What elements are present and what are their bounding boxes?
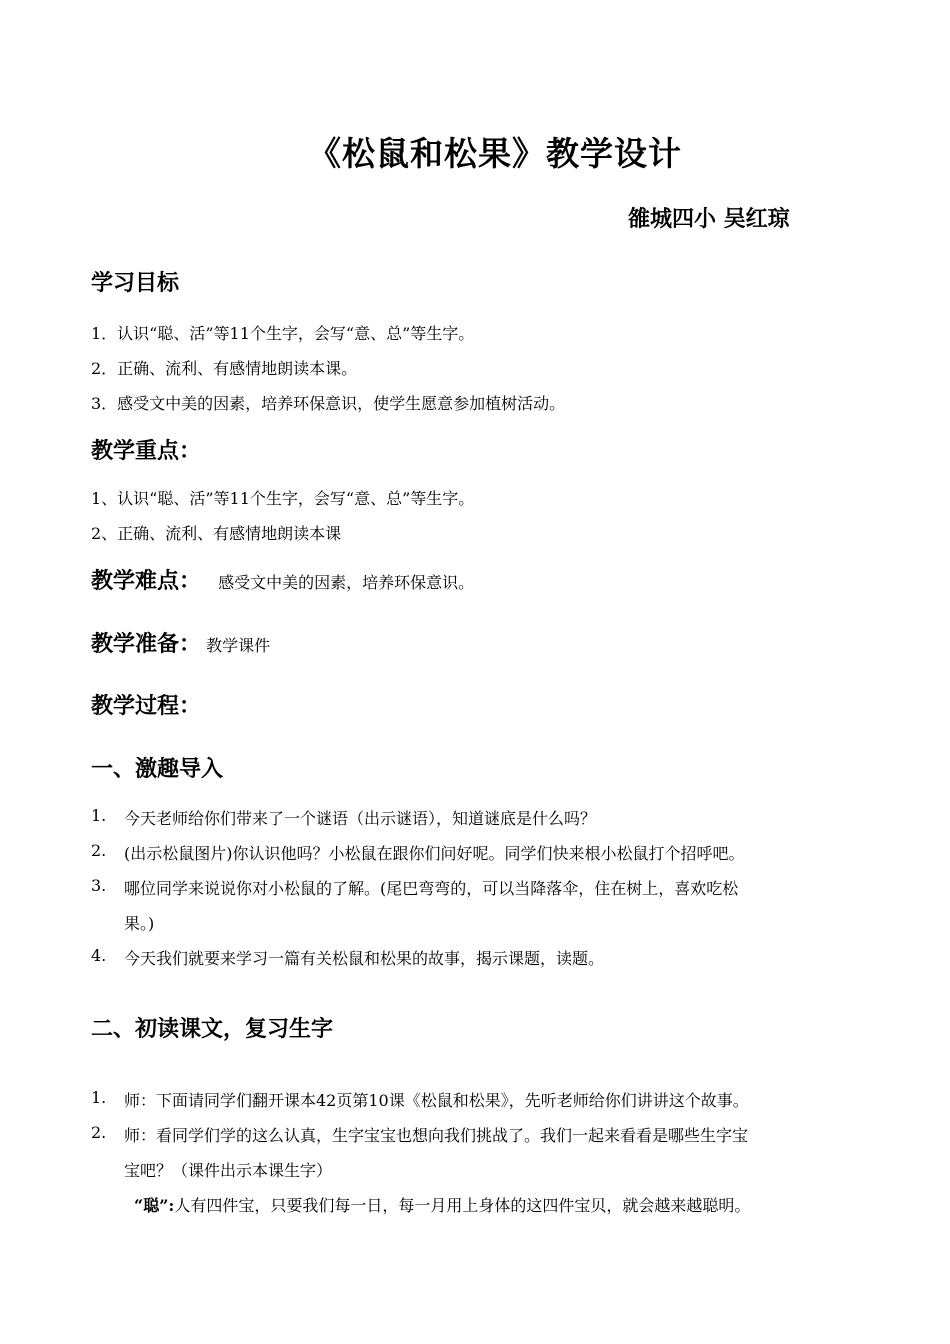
list-item: (出示松鼠图片)你认识他吗？小松鼠在跟你们问好呢。同学们快来根小松鼠打个招呼吧。 bbox=[124, 844, 745, 863]
list-item-continuation: 果。) bbox=[124, 914, 155, 933]
list-item-continuation: 宝吧？（课件出示本课生字） bbox=[124, 1161, 333, 1180]
list-number: 3. bbox=[91, 876, 107, 895]
objectives-heading: 学习目标 bbox=[91, 271, 180, 296]
author-line: 雒城四小 吴红琼 bbox=[628, 207, 790, 232]
list-number: 1. bbox=[91, 806, 107, 825]
list-item: 哪位同学来说说你对小松鼠的了解。(尾巴弯弯的，可以当降落伞，住在树上，喜欢吃松 bbox=[124, 879, 739, 898]
character-note-text: 人有四件宝，只要我们每一日，每一月用上身体的这四件宝贝，就会越来越聪明。 bbox=[174, 1196, 751, 1215]
key-point-item: 2、正确、流利、有感情地朗读本课 bbox=[91, 524, 342, 543]
list-number: 4. bbox=[91, 946, 107, 965]
difficulty-value: 感受文中美的因素，培养环保意识。 bbox=[218, 573, 475, 592]
list-item: 师：看同学们学的这么认真，生字宝宝也想向我们挑战了。我们一起来看看是哪些生字宝 bbox=[124, 1126, 749, 1145]
list-number: 2. bbox=[91, 841, 107, 860]
page-title: 《松鼠和松果》教学设计 bbox=[308, 134, 682, 173]
difficulty-label: 教学难点： bbox=[91, 569, 202, 594]
list-number: 1. bbox=[91, 1088, 107, 1107]
preparation-label: 教学准备： bbox=[91, 632, 202, 657]
preparation-line bbox=[91, 627, 270, 658]
section2-heading: 二、初读课文，复习生字 bbox=[91, 1017, 334, 1042]
objective-item: 1．认识“聪、活”等11个生字，会写“意、总”等生字。 bbox=[91, 324, 475, 343]
character-note bbox=[134, 1193, 750, 1216]
list-item: 师：下面请同学们翻开课本42页第10课《松鼠和松果》，先听老师给你们讲讲这个故事。 bbox=[124, 1091, 749, 1110]
objective-item: 2．正确、流利、有感情地朗读本课。 bbox=[91, 359, 358, 378]
process-heading: 教学过程： bbox=[91, 694, 202, 719]
list-item: 今天我们就要来学习一篇有关松鼠和松果的故事，揭示课题，读题。 bbox=[124, 949, 605, 968]
objective-item: 3．感受文中美的因素，培养环保意识，使学生愿意参加植树活动。 bbox=[91, 394, 566, 413]
preparation-value: 教学课件 bbox=[206, 636, 271, 655]
section1-heading: 一、激趣导入 bbox=[91, 757, 224, 782]
key-points-heading: 教学重点： bbox=[91, 439, 202, 464]
list-number: 2. bbox=[91, 1123, 107, 1142]
key-point-item: 1、认识“聪、活”等11个生字，会写“意、总”等生字。 bbox=[91, 489, 475, 508]
list-item: 今天老师给你们带来了一个谜语（出示谜语），知道谜底是什么吗？ bbox=[124, 809, 597, 828]
difficulty-line bbox=[91, 564, 474, 595]
character-note-label: “聪”: bbox=[134, 1196, 175, 1215]
